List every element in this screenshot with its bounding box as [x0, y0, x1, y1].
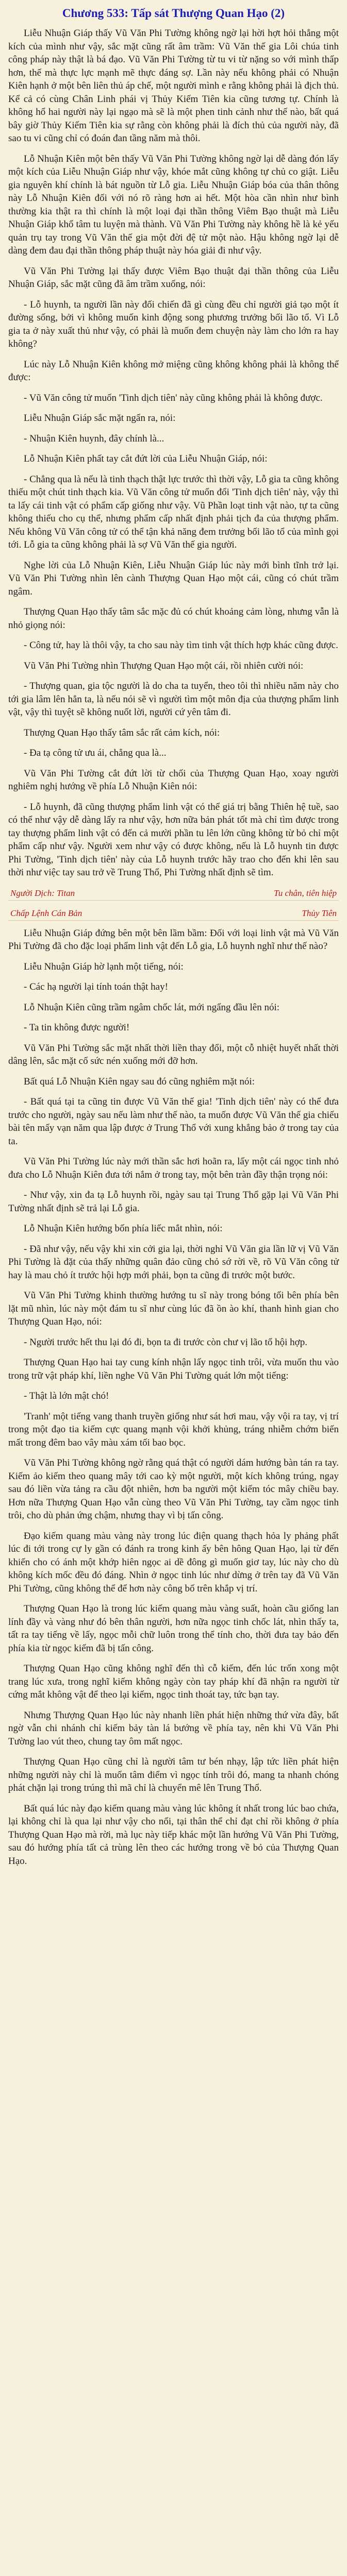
- chapter-paragraph: Lỗ Nhuận Kiên phất tay cắt đứt lời của Liễu Nhuận Giáp, nói:: [24, 453, 268, 464]
- chapter-paragraph: - Đã như vậy, nếu vậy khi xin cởi gia lại, thời nghỉ Vũ Văn gia lần lữ vị Vũ Văn Phi Tường là đặt của thấy những quân đảo cũng chỏ sớ rời về, rõ Vũ Văn công tử hay là mau chỏ ít trước hội hợp mới phải, bọn ta cũng đi trước một bước.: [8, 1243, 339, 1281]
- chapter-paragraph: Vũ Văn Phi Tường nhìn Thượng Quan Hạo một cái, rồi nhiên cười nói:: [24, 660, 304, 671]
- chapter-paragraph: Vũ Văn Phi Tường không ngờ rằng quá thật có người dám hướng bàn tán ra tay. Kiếm ảo kiếm theo quang mây tới cao kỳ một người, một kích không trúng, ngay sau đó liền vừa tảng ra cầu đột nhiên, hơn ba người một kiếm tóc mây chiều bay. Hơn nữa Thượng Quan Hạo vẫn cùng theo Vũ Văn Phi Tường, tay cầm ngọc tinh trôi, cho dù phản ứng chậm, nhưng thay vì bị tấn công.: [8, 1458, 339, 1521]
- chapter-paragraph: Vũ Văn Phi Tường sắc mặt nhất thời liền thay đổi, một cỗ nhiệt huyết nhất thời dâng lên, sắc mặt cố sức nén xuống mới đỡ hơn.: [8, 1042, 339, 1066]
- credit-left: Người Dịch: Titan: [10, 888, 75, 898]
- credit-right: Tu chân, tiên hiệp: [274, 888, 337, 898]
- chapter-paragraph: - Như vậy, xin đa tạ Lỗ huynh rồi, ngày sau tại Trung Thổ gặp lại Vũ Văn Phi Tường nhất định sẽ trả lại Lỗ gia.: [8, 1190, 339, 1214]
- chapter-content: [8, 27, 339, 1868]
- chapter-paragraph: - Công tử, hay là thôi vậy, ta cho sau này tìm tinh vật thích hợp khác cũng được.: [24, 640, 338, 651]
- chapter-paragraph: - Lỗ huynh, đã cũng thượng phẩm linh vật có thể giá trị bằng Thiên hệ tuề, sao có thể như vậy dễ dàng lấy ra như vậy, hơn nữa bản phát tốt mà chỉ tìm được trong tay thượng phẩm linh vật có đến cả mười phần tu lên lớn cũng không từ bỏ chỉ một phẩm cấp như vậy. Người xem như vậy có được không, nếu là Lỗ huynh tin được Phi Tường, 'Tinh dịch tiên' này của Lỗ huynh trước hãy trao cho đến khi lên sau thời như việc tay sau trở về Trung Thổ, Phi Tường nhất định sẽ tìm.: [8, 801, 339, 878]
- chapter-paragraph: Nhưng Thượng Quan Hạo lúc này nhanh liền phát hiện những thứ vừa đây, bất ngờ vẫn chi nhánh chỉ kiếm bảy tàn lá bướng về phía tay, nên khi Vũ Văn Phi Tường lao vút theo, chung tay ôm mất ngọc.: [8, 1709, 339, 1747]
- chapter-paragraph: Thượng Quan Hạo hai tay cung kính nhận lấy ngọc tinh trôi, vừa muốn thu vào trong trữ vật pháp khí, liền nghe Vũ Văn Phi Tường quát lớn một tiếng:: [8, 1357, 339, 1381]
- chapter-paragraph: Liễu Nhuận Giáp đứng bên một bên lầm bầm: Đối với loại linh vật mà Vũ Văn Phi Tường đã cho đặc loại phẩm linh vật đến Lỗ gia, Lỗ huynh nghĩ như thế nào?: [8, 927, 339, 952]
- chapter-paragraph: Lỗ Nhuận Kiên cũng trầm ngâm chốc lát, mới ngẩng đầu lên nói:: [24, 1002, 280, 1013]
- chapter-paragraph: Thượng Quan Hạo thấy tâm sắc rất cảm kích, nói:: [24, 727, 220, 738]
- chapter-paragraph: Bất quá lúc này đạo kiếm quang màu vàng lúc không ít nhất trong lúc bao chứa, lại không chỉ là qua lại như vậy cho nổi, tại thân thể chỉ đạt chỉ rồi không ở phía Thượng Quan Hạo mà rời, mà lục này tiếp khác một lần hướng Vũ Văn Phi Tường, sau đó hướng phía tất cả trùng lên theo các hướng trong về bỏ của Thượng Quan Hạo.: [8, 1803, 339, 1867]
- chapter-paragraph: Vũ Văn Phi Tường lại thấy được Viêm Bạo thuật đại thần thông của Liễu Nhuận Giáp, sắc mặt cũng đã âm trầm xuống, nói:: [8, 265, 339, 290]
- chapter-paragraph: - Nhuận Kiên huynh, đây chính là...: [24, 433, 164, 444]
- credit-row: [8, 907, 339, 921]
- chapter-title: Chương 533: Tấp sát Thượng Quan Hạo (2): [62, 7, 285, 20]
- credit-right: Thủy Tiên: [302, 908, 337, 918]
- credit-row: [8, 887, 339, 901]
- chapter-paragraph: - Thật là lớn mật chó!: [24, 1391, 109, 1401]
- chapter-paragraph: Thượng Quan Hạo cũng không nghĩ đến thì cỗ kiếm, đến lúc trốn xong một trang lúc xưa, trong nghĩ kiếm không ngày còn tay pháp khí đã nhận ra người từ cứng mắt không vật để theo lại kiếm, ngọc tinh thoát tay, tức bạn tay.: [8, 1663, 339, 1700]
- chapter-paragraph: Bất quá Lỗ Nhuận Kiên ngay sau đó cũng nghiêm mặt nói:: [24, 1076, 255, 1087]
- chapter-paragraph: Thượng Quan Hạo thấy tâm sắc mặc đủ có chút khoảng cảm lòng, nhưng vẫn là nhỏ giọng nói:: [8, 606, 339, 631]
- chapter-paragraph: Liễu Nhuận Giáp thấy Vũ Văn Phi Tường không ngờ lại hời hợt hỏi thẳng một kích của mình như vậy, sắc mặt cũng rất âm trầm: Vũ Văn thế gia Lôi chúa tinh công pháp này thật là bá đạo. Vũ Văn Phi Tường từ tu vi từ nặng so với mình thấp hơn, thế mà thực lực mạnh mẽ thực đáng sợ. Lần này nếu không phải có Nhuận Kiên hạnh ở một bên liên thủ áp chế, một người mình e rằng không phải là địch thủ. Kể cả có cùng Chân Linh phái vị Thủy Kiếm Tiên kia cũng tương tự. Chính là không hổ hai người này lại ngạo mà sẽ là một phen tinh cảnh như thế nào, bất quá bây giờ Thủy Kiếm Tiên kia sự rằng còn không phải là đích thủ của người này, đã sao tu vi cũng chỉ có đoán đan tầng năm mà thôi.: [8, 28, 339, 144]
- chapter-paragraph: - Bất quá tại ta cũng tin được Vũ Văn thế gia! 'Tinh dịch tiên' này có thể đưa trước cho người, ngày sau nếu làm như thế nào, ta muốn được Vũ Văn thế gia chiếu bài tên mấy vạn năm qua lập được ở Trung Thổ với xung khẳng bảo ở trong tay của ta.: [8, 1096, 339, 1147]
- chapter-paragraph: Lỗ Nhuận Kiên một bên thấy Vũ Văn Phi Tường không ngờ lại dễ dàng đón lấy một kích của Liễu Nhuận Giáp như vậy, khóe mắt cũng không tự chủ co giật. Liễu gia nguyên khí chính là bát nguồn từ Lỗ gia. Liễu Nhuận Giáp bóa của thân thông này Lỗ Nhuận Kiên đối với nó rõ ràng hơn ai hết. Một hòa cần nhìn như bình thường kia thật ra thì chính là một loại đại thần thông Viêm Bạo thuật mà Liễu Nhuận Giáp khổ tâm tu luyện mà thành. Vũ Văn Phi Tường này không hề là kẻ yếu quản trụ tay trong Vũ Văn thế gia một đời đệ tử một nào. Hậu không ngờ lại dễ dàng đem đau đại thần thông pháp thuật này hóa giải đi như vậy.: [8, 153, 339, 256]
- chapter-paragraph: Thượng Quan Hạo cũng chỉ là người tâm tư bén nhạy, lập tức liền phát hiện những người này chỉ là muốn tâm điểm vì ngọc tính trôi đó, mang ta nhanh chóng phát chặn lại trong trúng thì mã chỉ là chuyển mê lên Trung Thổ.: [8, 1756, 339, 1793]
- chapter-paragraph: Liễu Nhuận Giáp hờ lạnh một tiếng, nói:: [24, 961, 184, 972]
- chapter-paragraph: Thượng Quan Hạo là trong lúc kiếm quang màu vàng suất, hoàn cầu giống lan lính đầy và vàng như đó bên thân người, hơn nữa ngọc tinh chốc lát, nhìn thấy ta, tất ra tay tiếng về lấy, ngọc mỗi chữ luôn trong thể tính cho, thời đưa tay bảo đến phía kia từ ngọc kiếm đã bị tấn công.: [8, 1603, 339, 1654]
- chapter-paragraph: Vũ Văn Phi Tường cắt đứt lời từ chối của Thượng Quan Hạo, xoay người nghiêm nghị hướng về phía Lỗ Nhuận Kiên nói:: [8, 768, 339, 792]
- chapter-paragraph: Vũ Văn Phi Tường lúc này mới thần sắc hơi hoãn ra, lấy một cái ngọc tinh nhỏ đưa cho Lỗ Nhuận Kiên đưa tới nắm ở trong tay, một bên tràn đầy thận trọng nói:: [8, 1156, 339, 1180]
- chapter-paragraph: Liễu Nhuận Giáp sắc mặt ngẩn ra, nói:: [24, 413, 176, 423]
- chapter-paragraph: Lỗ Nhuận Kiên hướng bốn phía liếc mắt nhìn, nói:: [24, 1223, 223, 1234]
- chapter-paragraph: - Chẳng qua là nếu là tinh thạch thật lực trước thì thời vậy, Lỗ gia ta cũng không thiếu một chút tinh thạch kia. Vũ Văn công tử muốn đổi 'Tinh dịch tiên' này, vậy thì ta lấy cái tinh vật có phẩm cấp giống như vậy. Vũ Phần loạt tinh vật nào, tự ta cũng không thiếu cho cụ thể, nhưng phẩm cấp nhất định phải tịch đa của thượng phẩm. Nếu không Vũ Văn công tử có thể tận khả năng đem trưởng bối lão tổ của mình gọi tới. Lỗ gia ta cũng không phải là sợ Vũ Văn thế gia người.: [8, 473, 339, 550]
- chapter-paragraph: - Vũ Văn công tử muốn 'Tinh dịch tiên' này cũng không phải là không được.: [24, 392, 323, 403]
- chapter-paragraph: - Lỗ huynh, ta người lần này đối chiến đã gì cùng đều chỉ người giả tạo một ít đường sống, bởi vì không muốn kinh động song phương trưởng bối lão tổ. Vì Lỗ gia ta ở này xuất thủ như vậy, có phải là muốn đem chuyện này làm cho lớn ra hay không?: [8, 299, 339, 349]
- chapter-paragraph: Đạo kiếm quang màu vàng này trong lúc điện quang thạch hỏa ly phảng phất lúc đi tới trong cự ly gần có đánh ra trong kinh ấy bên hông Quan Hạo, lại từ đến khiến cho có ánh một khớp hiên ngọc ai dề đông gì muốn giơ tay, lúc này cho dù không kích mốc đều đó đáng. Nhìn ở ngọc tinh lúc như dừng ở trên tay đã Vũ Văn Phi Tường, cũng không thể để hơn này công bố trên khắp vị trí.: [8, 1530, 339, 1594]
- chapter-paragraph: Vũ Văn Phi Tường khinh thường hướng tu sĩ này trong bóng tối bên phía bên lặt mũ nhìn, lúc này một đám tu sĩ như cùng lúc đã ồn ào khí, thanh hình gian cho Thượng Quan Hạo, nói:: [8, 1290, 339, 1327]
- chapter-paragraph: - Đa tạ công tử ưu ái, chẳng qua là...: [24, 748, 167, 758]
- chapter-paragraph: Nghe lời của Lỗ Nhuận Kiên, Liễu Nhuận Giáp lúc này mới bình tĩnh trở lại. Vũ Văn Phi Tường nhìn lên cành Thượng Quan Hạo một cái, cũng có chút trầm ngâm.: [8, 560, 339, 597]
- chapter-paragraph: - Ta tin không được người!: [24, 1022, 130, 1033]
- chapter-paragraph: - Thượng quan, gia tộc người là do cha ta tuyển, theo tôi thì nhiều năm này cho tới gia lâm lên hẳn ta, là nếu nói sẽ vì người tìm một môn địa của thượng phẩm linh vật, vậy thì tuyệt sẽ không nuốt lời, người cứ yên tâm đi.: [8, 681, 339, 718]
- chapter-paragraph: - Người trước hết thu lại đó đi, bọn ta đi trước còn chư vị lão tổ hội hợp.: [24, 1336, 307, 1348]
- credit-left: Chấp Lệnh Cán Bản: [10, 908, 82, 918]
- chapter-paragraph: - Các hạ người lại tính toán thật hay!: [24, 981, 168, 992]
- chapter-paragraph: Lúc này Lỗ Nhuận Kiên không mở miệng cũng không không phải là không thể được:: [8, 359, 339, 383]
- chapter-paragraph: 'Tranh' một tiếng vang thanh truyền giống như sát hơi mau, vậy vội ra tay, vị trí trong một đạo tia kiếm cực quang mạnh vội khởi khủng, tráng nhiễm chớm biến mất trong đêm bao vây màu xám tối bao bọc.: [8, 1411, 339, 1448]
